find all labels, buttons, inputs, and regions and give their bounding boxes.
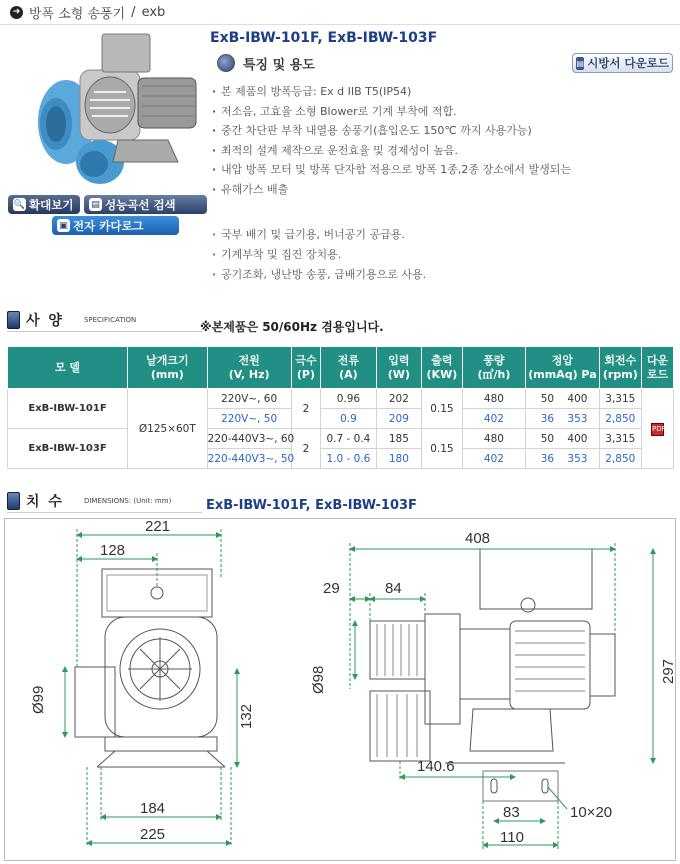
current-cell: 0.9 [321, 409, 376, 429]
magnifier-icon: 🔍 [13, 199, 26, 210]
spec-download-button[interactable] [572, 53, 673, 73]
section-marker-icon [7, 492, 20, 510]
feature-item: · 저소음, 고효율 소형 Blower로 기계 부착에 적합. [210, 102, 672, 122]
dim-84: 84 [385, 580, 402, 597]
spec-title: 사 양 [26, 312, 64, 329]
flow-cell: 402 [462, 409, 526, 429]
arrow-right-icon: ➜ [10, 6, 23, 19]
spec-download-label: 시방서 다운로드 [587, 56, 669, 70]
dimensions-title: 치 수 [26, 493, 64, 510]
usage-item: · 공기조화, 냉난방 송풍, 급배기용으로 사용. [210, 265, 672, 285]
dim-29: 29 [323, 580, 340, 597]
pressure-cell: 36 353 [526, 449, 599, 469]
feature-item: · 최적의 설계 제작으로 운전효율 및 경제성이 높음. [210, 141, 672, 161]
feature-item-continued: · 유해가스 배출 [210, 180, 672, 200]
spec-table [7, 346, 674, 469]
catalog-label: 전자 카다로그 [73, 218, 144, 233]
input-cell: 209 [376, 409, 422, 429]
table-header-row [8, 347, 674, 389]
download-cell[interactable] [642, 389, 674, 469]
dim-132: 132 [238, 703, 255, 729]
feature-item: · 중간 차단판 부착 내열용 송풍기(흡입온도 150℃ 까지 사용가능) [210, 121, 672, 141]
col-current: 전류 (A) [321, 347, 376, 389]
divider [0, 24, 680, 25]
power-cell: 220-440V3~, 50 [207, 449, 291, 469]
spec-note: ※본제품은 50/60Hz 겸용입니다. [200, 320, 384, 334]
model-title: ExB-IBW-101F, ExB-IBW-103F [210, 30, 438, 46]
chart-icon: ▤ [89, 198, 102, 211]
zoom-button[interactable] [8, 195, 80, 214]
pressure-cell: 50 400 [526, 429, 599, 449]
col-output: 출력 (KW) [422, 347, 462, 389]
e-catalog-button[interactable] [52, 216, 179, 235]
current-cell: 0.96 [321, 389, 376, 409]
rpm-cell: 2,850 [599, 449, 641, 469]
pressure-cell: 50 400 [526, 389, 599, 409]
book-icon: ▣ [57, 219, 70, 232]
rpm-cell: 2,850 [599, 409, 641, 429]
dim-128: 128 [100, 542, 126, 559]
output-cell: 0.15 [422, 389, 462, 429]
input-cell: 185 [376, 429, 422, 449]
breadcrumb-sub[interactable]: exb [141, 4, 166, 20]
col-input: 입력 (W) [376, 347, 422, 389]
performance-label: 성능곡선 검색 [105, 197, 176, 212]
power-cell: 220V~, 50 [207, 409, 291, 429]
input-cell: 180 [376, 449, 422, 469]
feature-item: · 본 제품의 방폭등급: Ex d IIB T5(IP54) [210, 82, 672, 102]
model-cell: ExB-IBW-103F [8, 429, 128, 469]
col-model: 모 델 [8, 347, 128, 389]
usage-item: · 국부 배기 및 급기용, 버너공기 공급용. [210, 225, 672, 245]
dim-d98: Ø98 [310, 665, 327, 694]
dimension-drawing [5, 519, 675, 860]
rpm-cell: 3,315 [599, 389, 641, 409]
dim-225: 225 [140, 826, 166, 843]
breadcrumb-title: 방폭 소형 송풍기 [29, 6, 126, 22]
pdf-icon[interactable]: PDF [651, 423, 664, 436]
col-power: 전원 (V, Hz) [207, 347, 291, 389]
table-row [8, 429, 674, 449]
dimensions-model-title: ExB-IBW-101F, ExB-IBW-103F [206, 498, 417, 513]
current-cell: 1.0 - 0.6 [321, 449, 376, 469]
dim-408: 408 [465, 530, 491, 547]
col-download: 다운 로드 [642, 347, 674, 389]
power-cell: 220V~, 60 [207, 389, 291, 409]
col-impeller: 날개크기 (mm) [128, 347, 208, 389]
dim-83: 83 [503, 804, 520, 821]
current-cell: 0.7 - 0.4 [321, 429, 376, 449]
feature-item: · 내압 방폭 모터 및 방폭 단자함 적용으로 방폭 1종,2종 장소에서 발생되는 [210, 160, 672, 180]
section-marker-icon [7, 311, 20, 329]
pressure-cell: 36 353 [526, 409, 599, 429]
features-title: 특징 및 용도 [243, 58, 315, 73]
breadcrumb [10, 2, 165, 22]
feature-bullet-icon [217, 54, 235, 72]
impeller-cell: Ø125×60T [128, 389, 208, 469]
zoom-label: 확대보기 [29, 197, 74, 212]
rpm-cell: 3,315 [599, 429, 641, 449]
dim-184: 184 [140, 800, 166, 817]
spec-subtitle: SPECIFICATION [83, 315, 137, 324]
poles-cell: 2 [291, 429, 321, 469]
breadcrumb-separator: / [131, 4, 136, 20]
dim-d99: Ø99 [30, 685, 47, 714]
col-rpm: 회전수 (rpm) [599, 347, 641, 389]
flow-cell: 402 [462, 449, 526, 469]
flow-cell: 480 [462, 389, 526, 409]
dim-slot: 10×20 [570, 804, 613, 821]
dim-221: 221 [145, 518, 171, 535]
product-photo [18, 30, 204, 190]
dim-140-6: 140.6 [417, 758, 455, 775]
dimensions-section-header [7, 489, 202, 513]
col-flow: 풍량 (㎥/h) [462, 347, 526, 389]
dim-297: 297 [660, 658, 677, 684]
document-icon: ▤ [576, 58, 584, 68]
feature-list [210, 82, 672, 199]
dimensions-subtitle: DIMENSIONS: (Unit: mm) [83, 496, 172, 505]
output-cell: 0.15 [422, 429, 462, 469]
poles-cell: 2 [291, 389, 321, 429]
model-cell: ExB-IBW-101F [8, 389, 128, 429]
spec-section-header [7, 308, 202, 332]
performance-curve-button[interactable] [84, 195, 207, 214]
flow-cell: 480 [462, 429, 526, 449]
usage-item: · 기계부착 및 집진 장치용. [210, 245, 672, 265]
col-pressure: 정압 (mmAq) Pa [526, 347, 599, 389]
col-poles: 극수 (P) [291, 347, 321, 389]
dim-110: 110 [500, 829, 524, 846]
usage-list [210, 225, 672, 285]
power-cell: 220-440V3~, 60 [207, 429, 291, 449]
table-row [8, 389, 674, 409]
input-cell: 202 [376, 389, 422, 409]
